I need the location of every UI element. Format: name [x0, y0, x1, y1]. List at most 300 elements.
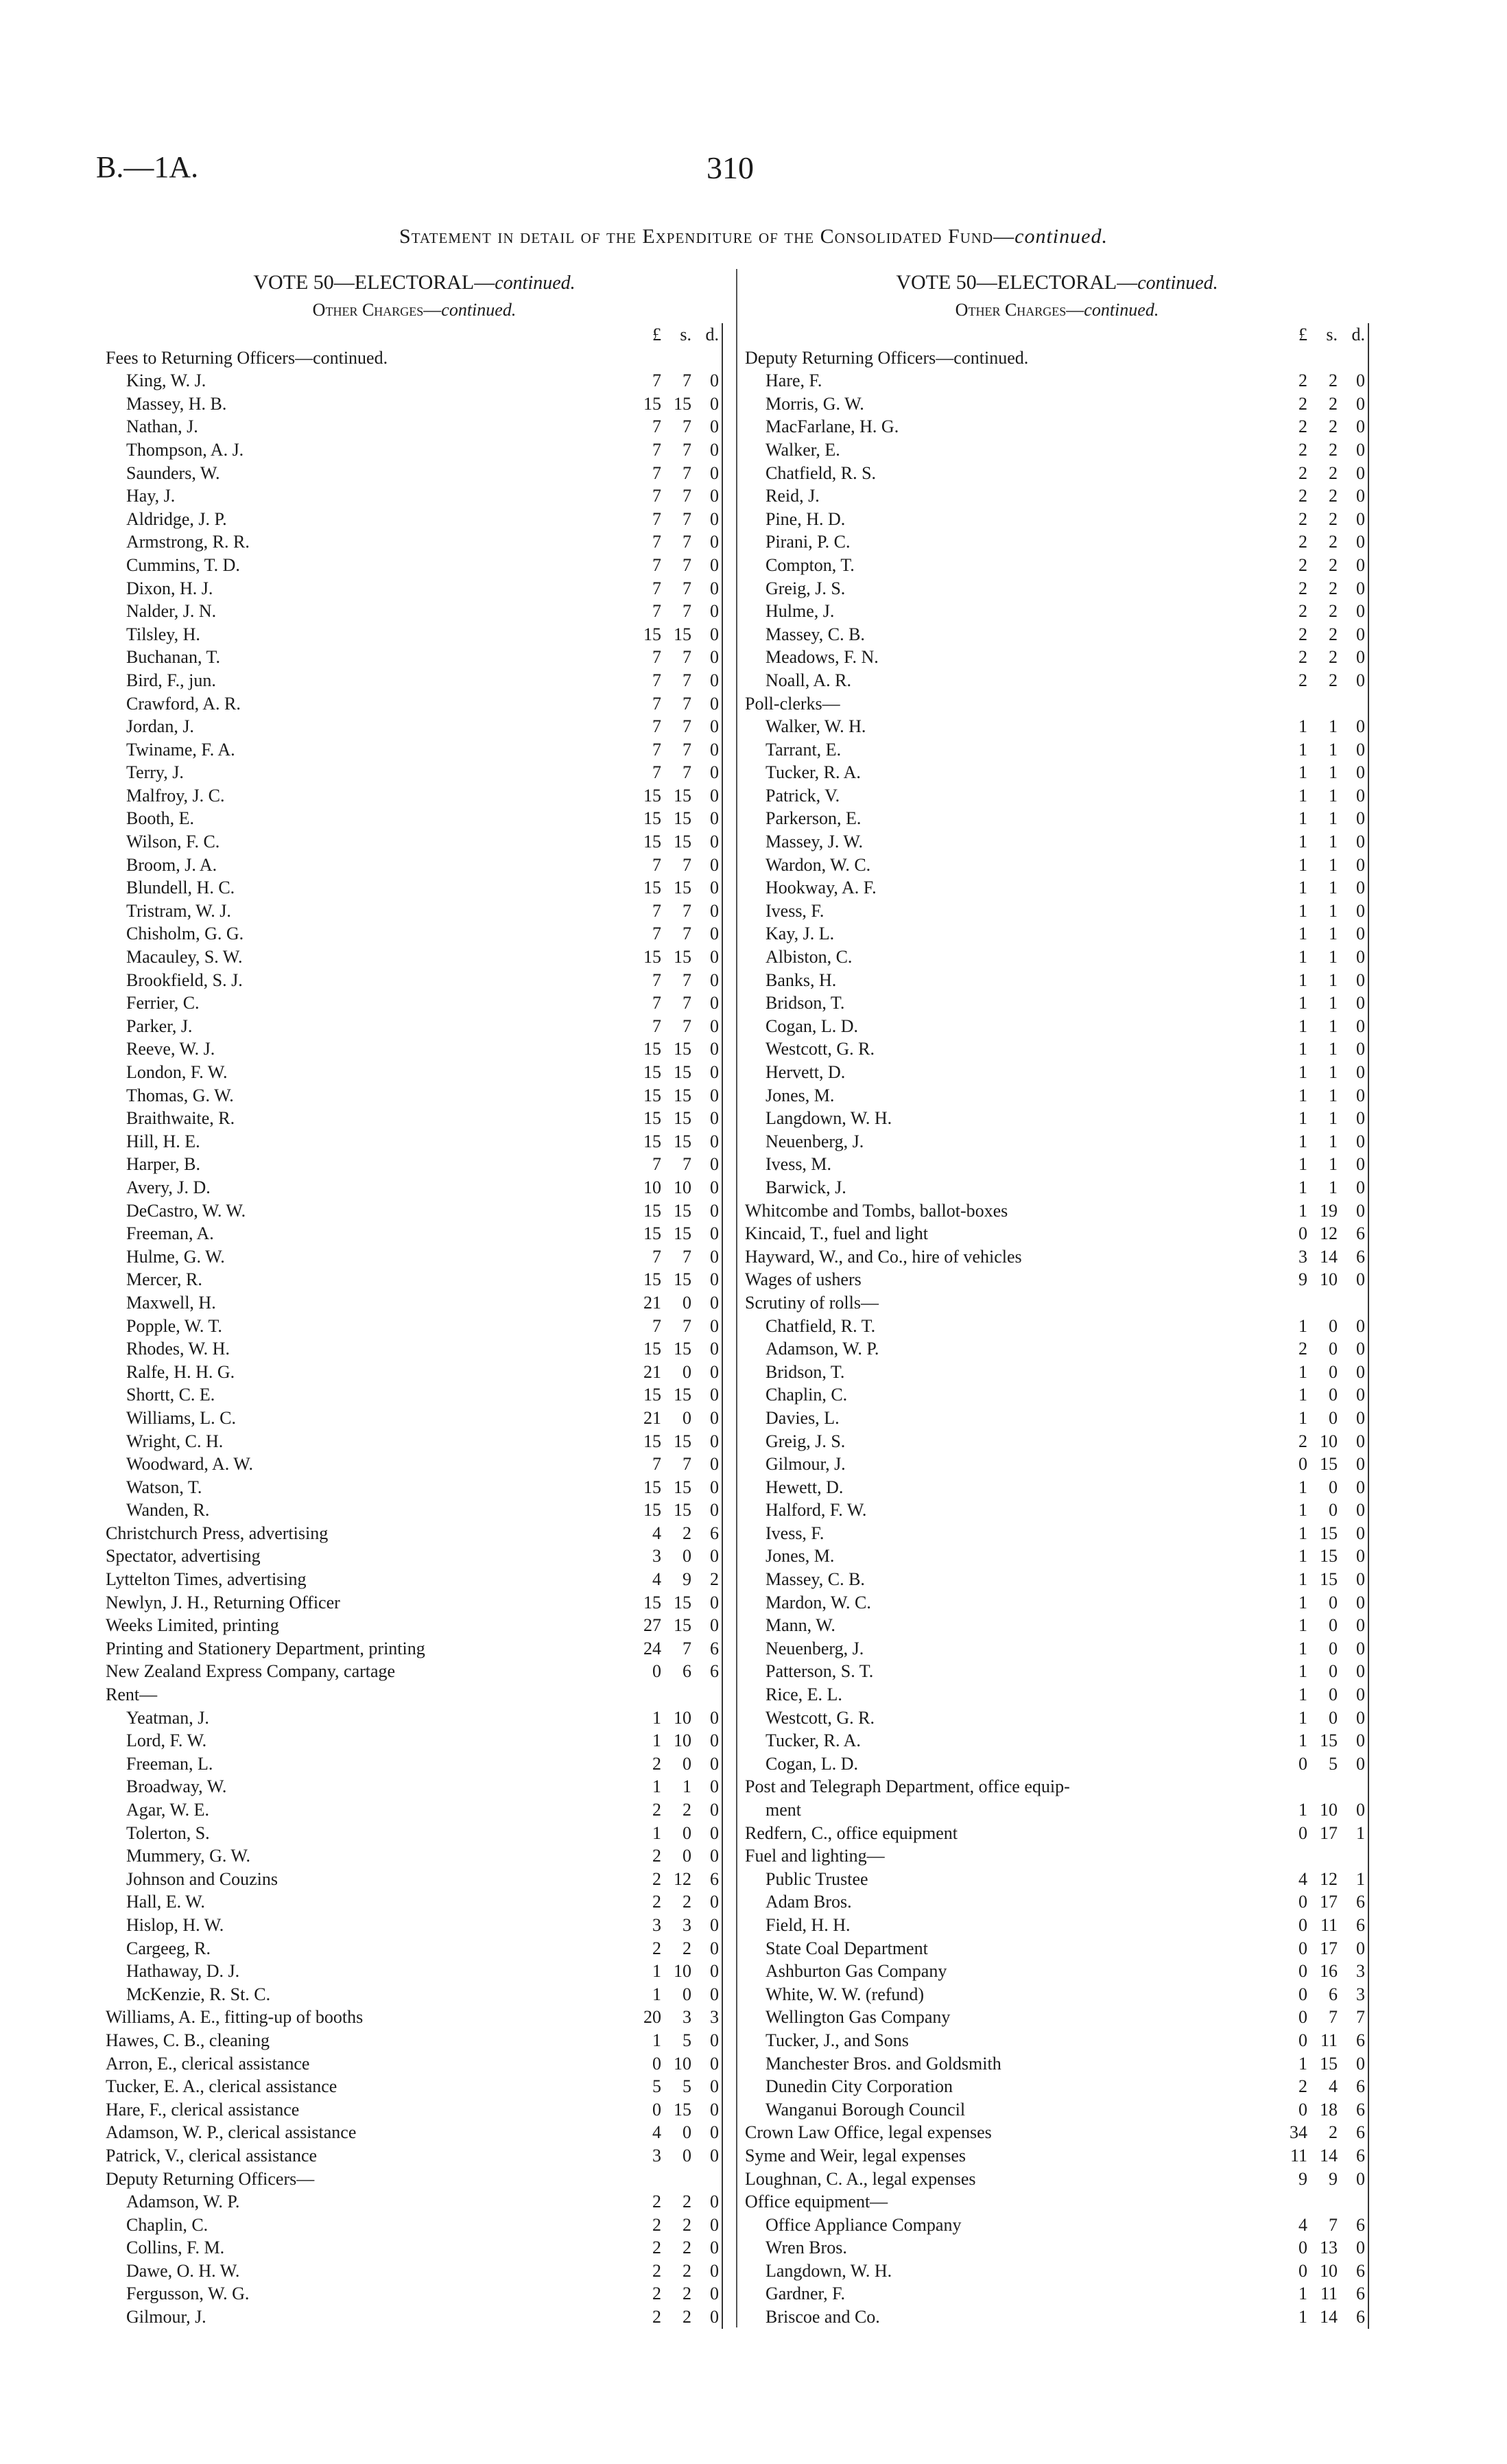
currency-header-row	[106, 323, 722, 347]
row-label: Deputy Returning Officers—continued.	[745, 347, 1029, 368]
amount-shillings: 0	[683, 2122, 691, 2143]
amount-pence: 3	[1338, 1983, 1368, 2006]
row-label: Hay, J.	[126, 486, 176, 506]
right-vote-heading-continued: continued.	[1137, 272, 1218, 294]
table-row	[106, 900, 722, 923]
table-row	[745, 2098, 1368, 2122]
amount-pounds: 0	[1298, 1938, 1307, 1958]
amount-shillings: 2	[1329, 647, 1338, 668]
amount-shillings: 15	[674, 1131, 691, 1151]
table-row	[745, 969, 1368, 992]
table-row	[745, 1222, 1368, 1245]
amount-pounds: 2	[1298, 462, 1307, 483]
currency-header-spacer	[106, 323, 623, 347]
table-row	[106, 969, 722, 992]
right-vote-heading	[745, 269, 1369, 297]
amount-shillings: 1	[1329, 1131, 1338, 1151]
amount-shillings: 17	[1320, 1938, 1338, 1958]
amount-shillings: 0	[1329, 1500, 1338, 1521]
row-label: Freeman, L.	[126, 1753, 213, 1774]
amount-shillings: 2	[1329, 416, 1338, 437]
amount-pounds: 4	[652, 1523, 661, 1543]
amount-pence: 0	[691, 784, 722, 808]
amount-pounds: 1	[1298, 832, 1307, 852]
amount-shillings: 7	[683, 1454, 691, 1475]
amount-shillings: 0	[1329, 1592, 1338, 1612]
table-row	[106, 554, 722, 577]
table-row	[745, 2121, 1368, 2144]
amount-shillings: 7	[683, 486, 691, 506]
amount-pence: 0	[1338, 1637, 1368, 1661]
amount-pence: 0	[1338, 462, 1368, 485]
table-row	[745, 462, 1368, 485]
amount-pence: 0	[1338, 761, 1368, 784]
table-row	[745, 1130, 1368, 1153]
table-row	[745, 2282, 1368, 2305]
amount-shillings	[1307, 1775, 1338, 1798]
amount-shillings: 10	[1320, 2260, 1338, 2281]
table-row	[106, 715, 722, 738]
row-label: Post and Telegraph Department, office equip-	[745, 1776, 1070, 1797]
row-label: Broadway, W.	[126, 1776, 227, 1797]
amount-pence	[691, 1683, 722, 1706]
table-row	[106, 392, 722, 416]
amount-shillings: 7	[683, 1154, 691, 1175]
row-label: Wellington Gas Company	[766, 2007, 951, 2028]
row-label: Williams, A. E., fitting-up of booths	[106, 2007, 364, 2028]
amount-pence: 0	[1338, 1084, 1368, 1107]
amount-pence: 0	[1338, 646, 1368, 669]
amount-pounds: 15	[643, 1385, 661, 1405]
amount-pounds: 2	[1298, 1431, 1307, 1451]
table-row	[106, 1153, 722, 1176]
amount-pence: 0	[1338, 600, 1368, 623]
row-label: ment	[766, 1800, 801, 1820]
amount-pence: 0	[1338, 508, 1368, 531]
amount-shillings: 1	[1329, 832, 1338, 852]
amount-shillings: 0	[683, 2145, 691, 2166]
row-label: Hewett, D.	[766, 1477, 844, 1497]
left-vote-heading-text: VOTE 50—ELECTORAL—	[253, 271, 495, 294]
left-expenditure-table	[106, 323, 723, 2329]
amount-pounds: 1	[1298, 1546, 1307, 1567]
amount-pounds: 1	[1298, 739, 1307, 760]
amount-pounds: 15	[643, 1085, 661, 1105]
amount-pounds: 1	[1298, 1685, 1307, 1705]
amount-shillings: 0	[1329, 1685, 1338, 1705]
row-label: Hislop, H. W.	[126, 1914, 224, 1935]
amount-shillings: 3	[683, 2007, 691, 2028]
amount-pounds: 1	[1298, 924, 1307, 944]
row-label: Lyttelton Times, advertising	[106, 1569, 307, 1590]
row-label: Tucker, R. A.	[766, 762, 861, 783]
amount-pence: 0	[1338, 1476, 1368, 1499]
table-row	[745, 738, 1368, 762]
row-label: Chaplin, C.	[126, 2214, 209, 2235]
amount-shillings: 7	[683, 1315, 691, 1336]
table-row	[745, 922, 1368, 946]
amount-pounds: 0	[1298, 2007, 1307, 2028]
amount-pence: 0	[691, 1545, 722, 1568]
amount-shillings: 15	[674, 1500, 691, 1521]
table-row	[106, 738, 722, 762]
amount-pence: 0	[1338, 1660, 1368, 1683]
table-row	[745, 807, 1368, 830]
amount-shillings: 15	[674, 393, 691, 414]
amount-shillings: 2	[683, 1938, 691, 1958]
table-row	[106, 1268, 722, 1291]
amount-pounds: 1	[1298, 1085, 1307, 1105]
amount-pounds: 7	[652, 554, 661, 575]
amount-shillings: 2	[683, 1523, 691, 1543]
currency-label-pounds: £	[652, 325, 661, 344]
amount-pounds: 2	[652, 2192, 661, 2212]
table-row	[745, 2260, 1368, 2283]
amount-pounds: 15	[643, 624, 661, 644]
amount-pounds: 0	[1298, 2260, 1307, 2281]
amount-shillings: 4	[1329, 2076, 1338, 2097]
amount-shillings: 18	[1320, 2099, 1338, 2120]
row-label: Mummery, G. W.	[126, 1846, 251, 1866]
table-row	[745, 669, 1368, 692]
amount-pence: 0	[1338, 1268, 1368, 1291]
table-row	[745, 1983, 1368, 2006]
amount-pounds: 5	[652, 2076, 661, 2097]
amount-pounds: 15	[643, 947, 661, 967]
amount-shillings: 10	[674, 1961, 691, 1982]
table-row	[106, 854, 722, 877]
amount-pounds: 15	[643, 832, 661, 852]
amount-pence: 0	[691, 1245, 722, 1269]
row-label: Gilmour, J.	[126, 2307, 206, 2327]
row-label: Parker, J.	[126, 1016, 193, 1036]
amount-shillings: 14	[1320, 1246, 1338, 1267]
amount-shillings: 0	[683, 1822, 691, 1843]
amount-pounds: 2	[652, 1800, 661, 1820]
amount-pence: 0	[691, 2305, 722, 2329]
table-row	[106, 1614, 722, 1637]
amount-pence: 3	[691, 2006, 722, 2029]
row-label: Westcott, G. R.	[766, 1707, 875, 1728]
row-label: Manchester Bros. and Goldsmith	[766, 2053, 1001, 2074]
amount-pounds: 1	[1298, 970, 1307, 990]
table-row	[106, 1660, 722, 1683]
amount-shillings: 0	[683, 1846, 691, 1866]
amount-pounds: 15	[643, 393, 661, 414]
table-row	[106, 2214, 722, 2237]
amount-pounds: 15	[643, 785, 661, 806]
table-row	[106, 876, 722, 900]
row-label: Harper, B.	[126, 1154, 200, 1175]
table-row	[106, 1683, 722, 1706]
amount-pounds: 7	[652, 1315, 661, 1336]
table-row	[745, 1914, 1368, 1937]
amount-shillings: 15	[1320, 2053, 1338, 2074]
amount-pence: 0	[691, 1383, 722, 1407]
amount-pence: 0	[691, 2214, 722, 2237]
amount-pounds: 1	[1298, 2284, 1307, 2304]
amount-pence: 6	[691, 1868, 722, 1891]
amount-shillings: 0	[683, 1753, 691, 1774]
amount-pence: 0	[691, 1937, 722, 1960]
amount-pounds: 2	[1298, 578, 1307, 598]
amount-pounds: 2	[1298, 486, 1307, 506]
amount-pounds: 4	[652, 1569, 661, 1590]
table-row	[745, 2052, 1368, 2076]
amount-pounds: 4	[1298, 1868, 1307, 1889]
amount-pounds: 1	[1298, 762, 1307, 783]
row-label: Christchurch Press, advertising	[106, 1523, 329, 1543]
amount-pounds: 9	[1298, 1269, 1307, 1290]
row-label: Saunders, W.	[126, 462, 220, 483]
row-label: Hayward, W., and Co., hire of vehicles	[745, 1246, 1022, 1267]
table-row	[106, 992, 722, 1015]
amount-pence: 0	[691, 1430, 722, 1453]
table-row	[745, 1844, 1368, 1868]
amount-shillings: 0	[1329, 1315, 1338, 1336]
amount-shillings: 5	[683, 2076, 691, 2097]
amount-pounds	[623, 1683, 661, 1706]
amount-pence: 0	[691, 1268, 722, 1291]
table-row	[106, 2168, 722, 2191]
amount-pence: 0	[1338, 2168, 1368, 2191]
amount-pence: 0	[1338, 876, 1368, 900]
table-row	[106, 1890, 722, 1914]
table-row	[106, 1476, 722, 1499]
amount-shillings: 0	[1329, 1385, 1338, 1405]
row-label: Massey, J. W.	[766, 832, 864, 852]
row-label: Broom, J. A.	[126, 854, 217, 875]
amount-pence: 0	[691, 1407, 722, 1430]
table-row	[745, 2168, 1368, 2191]
row-label: Neuenberg, J.	[766, 1638, 864, 1658]
amount-shillings: 15	[674, 947, 691, 967]
row-label: King, W. J.	[126, 371, 206, 391]
amount-shillings: 2	[683, 2260, 691, 2281]
row-label: Jones, M.	[766, 1546, 835, 1567]
amount-pence: 0	[691, 554, 722, 577]
table-row	[106, 784, 722, 808]
amount-pence: 0	[691, 1153, 722, 1176]
row-label: Popple, W. T.	[126, 1315, 222, 1336]
amount-shillings: 10	[1320, 1269, 1338, 1290]
amount-shillings: 5	[683, 2030, 691, 2050]
amount-pounds: 3	[652, 2145, 661, 2166]
amount-shillings: 10	[1320, 1431, 1338, 1451]
amount-pence: 0	[691, 2121, 722, 2144]
amount-shillings: 15	[1320, 1523, 1338, 1543]
table-row	[745, 1361, 1368, 1384]
row-label: London, F. W.	[126, 1062, 228, 1082]
table-row	[106, 1914, 722, 1937]
amount-pounds: 7	[652, 439, 661, 460]
amount-pounds: 1	[1298, 1062, 1307, 1082]
table-row	[106, 1337, 722, 1361]
row-label: Morris, G. W.	[766, 393, 864, 414]
amount-shillings	[1307, 692, 1338, 716]
amount-pounds: 2	[652, 2284, 661, 2304]
row-label: Kay, J. L.	[766, 924, 835, 944]
amount-pence: 0	[1338, 1430, 1368, 1453]
amount-pence: 0	[691, 369, 722, 392]
amount-shillings: 14	[1320, 2145, 1338, 2166]
table-row	[745, 1015, 1368, 1038]
table-row	[745, 1453, 1368, 1476]
table-row	[106, 1245, 722, 1269]
amount-pence: 6	[1338, 2305, 1368, 2329]
amount-shillings	[661, 1683, 691, 1706]
amount-shillings: 0	[1329, 1661, 1338, 1682]
amount-pounds: 7	[652, 416, 661, 437]
amount-shillings: 11	[1320, 2284, 1338, 2304]
amount-pence: 0	[691, 1015, 722, 1038]
left-vote-heading-continued: continued.	[495, 272, 575, 294]
amount-shillings: 1	[1329, 1108, 1338, 1129]
amount-shillings: 17	[1320, 1822, 1338, 1843]
amount-shillings: 7	[683, 970, 691, 990]
row-label: Nalder, J. N.	[126, 601, 217, 622]
statement-title-text: Statement in detail of the Expenditure of the Consolidated Fund—	[399, 225, 1015, 248]
amount-shillings: 15	[674, 1085, 691, 1105]
row-label: Hulme, J.	[766, 601, 835, 622]
amount-pence: 0	[691, 1914, 722, 1937]
amount-pounds	[1269, 1844, 1307, 1868]
table-row	[745, 530, 1368, 554]
amount-shillings: 10	[1320, 1800, 1338, 1820]
row-label: Adamson, W. P.	[126, 2192, 240, 2212]
amount-pence: 0	[691, 854, 722, 877]
table-row	[106, 577, 722, 600]
amount-pence: 6	[1338, 1245, 1368, 1269]
amount-pounds: 0	[1298, 2238, 1307, 2258]
row-label: Neuenberg, J.	[766, 1131, 864, 1151]
table-row	[106, 1061, 722, 1084]
amount-shillings: 0	[1329, 1407, 1338, 1428]
table-row	[745, 1890, 1368, 1914]
table-row	[745, 392, 1368, 416]
row-label: Ivess, F.	[766, 1523, 824, 1543]
row-label: Agar, W. E.	[126, 1800, 209, 1820]
amount-pence: 0	[691, 1291, 722, 1315]
amount-pence: 6	[1338, 2214, 1368, 2237]
amount-shillings: 2	[1329, 2122, 1338, 2143]
amount-pounds: 2	[1298, 371, 1307, 391]
table-row	[106, 1499, 722, 1522]
row-label: Hookway, A. F.	[766, 878, 877, 898]
table-row	[106, 2121, 722, 2144]
amount-shillings: 15	[674, 878, 691, 898]
amount-pence	[1338, 347, 1368, 370]
row-label: Office equipment—	[745, 2192, 888, 2212]
amount-pence: 0	[691, 692, 722, 716]
amount-shillings	[1307, 1291, 1338, 1315]
amount-pounds: 7	[652, 1454, 661, 1475]
amount-shillings: 2	[1329, 393, 1338, 414]
row-label: Aldridge, J. P.	[126, 508, 227, 529]
table-row	[745, 1660, 1368, 1683]
amount-pounds: 2	[652, 1846, 661, 1866]
row-label: Rhodes, W. H.	[126, 1339, 230, 1359]
table-row	[745, 1775, 1368, 1798]
table-row	[106, 1176, 722, 1199]
amount-shillings: 0	[1329, 1339, 1338, 1359]
table-row	[745, 600, 1368, 623]
amount-shillings: 7	[683, 601, 691, 622]
currency-label-pence: d.	[1338, 323, 1368, 347]
row-label: Buchanan, T.	[126, 647, 220, 668]
table-row	[106, 1775, 722, 1798]
amount-shillings: 15	[674, 1339, 691, 1359]
table-row	[106, 2006, 722, 2029]
amount-pence: 0	[691, 1822, 722, 1845]
table-row	[745, 2029, 1368, 2052]
currency-header-row	[745, 323, 1368, 347]
amount-pence: 0	[1338, 1107, 1368, 1130]
amount-pounds: 1	[1298, 1569, 1307, 1590]
table-row	[745, 1337, 1368, 1361]
table-row	[745, 1315, 1368, 1338]
left-table-body	[106, 323, 722, 2329]
table-row	[106, 1315, 722, 1338]
amount-pounds: 15	[643, 1200, 661, 1221]
amount-pounds: 2	[652, 1938, 661, 1958]
amount-pounds: 1	[1298, 2053, 1307, 2074]
amount-pence: 0	[1338, 530, 1368, 554]
amount-pounds: 21	[643, 1292, 661, 1313]
row-label: Wren Bros.	[766, 2238, 847, 2258]
amount-shillings: 15	[674, 1431, 691, 1451]
amount-pounds: 1	[1298, 1315, 1307, 1336]
amount-pence: 0	[691, 992, 722, 1015]
amount-pence: 0	[1338, 623, 1368, 646]
table-row	[745, 646, 1368, 669]
table-row	[745, 876, 1368, 900]
amount-pounds: 1	[1298, 1131, 1307, 1151]
table-row	[106, 946, 722, 969]
amount-shillings: 0	[1329, 1638, 1338, 1658]
amount-shillings: 15	[674, 1039, 691, 1059]
amount-pence: 6	[1338, 1890, 1368, 1914]
left-section-heading	[106, 297, 723, 323]
amount-pounds: 15	[643, 1500, 661, 1521]
amount-pounds: 2	[1298, 2076, 1307, 2097]
amount-pence: 0	[1338, 669, 1368, 692]
amount-shillings: 2	[1329, 439, 1338, 460]
table-row	[106, 761, 722, 784]
amount-pence: 0	[691, 415, 722, 438]
amount-pence: 0	[691, 1752, 722, 1776]
row-label: Tucker, R. A.	[766, 1730, 861, 1751]
table-row	[745, 784, 1368, 808]
amount-pence: 0	[691, 1729, 722, 1752]
amount-pounds: 2	[652, 1892, 661, 1912]
row-label: Adam Bros.	[766, 1892, 852, 1912]
amount-pounds: 1	[652, 1822, 661, 1843]
amount-pence: 0	[1338, 1752, 1368, 1776]
table-row	[745, 2144, 1368, 2168]
right-expenditure-table	[745, 323, 1369, 2329]
row-label: Walker, E.	[766, 439, 840, 460]
amount-pence: 0	[691, 761, 722, 784]
amount-shillings: 15	[1320, 1546, 1338, 1567]
amount-shillings: 15	[674, 1223, 691, 1244]
amount-shillings: 2	[1329, 486, 1338, 506]
amount-shillings: 7	[683, 647, 691, 668]
table-row	[745, 369, 1368, 392]
table-row	[745, 1798, 1368, 1822]
amount-shillings: 0	[683, 1546, 691, 1567]
row-label: Fergusson, W. G.	[126, 2284, 250, 2304]
